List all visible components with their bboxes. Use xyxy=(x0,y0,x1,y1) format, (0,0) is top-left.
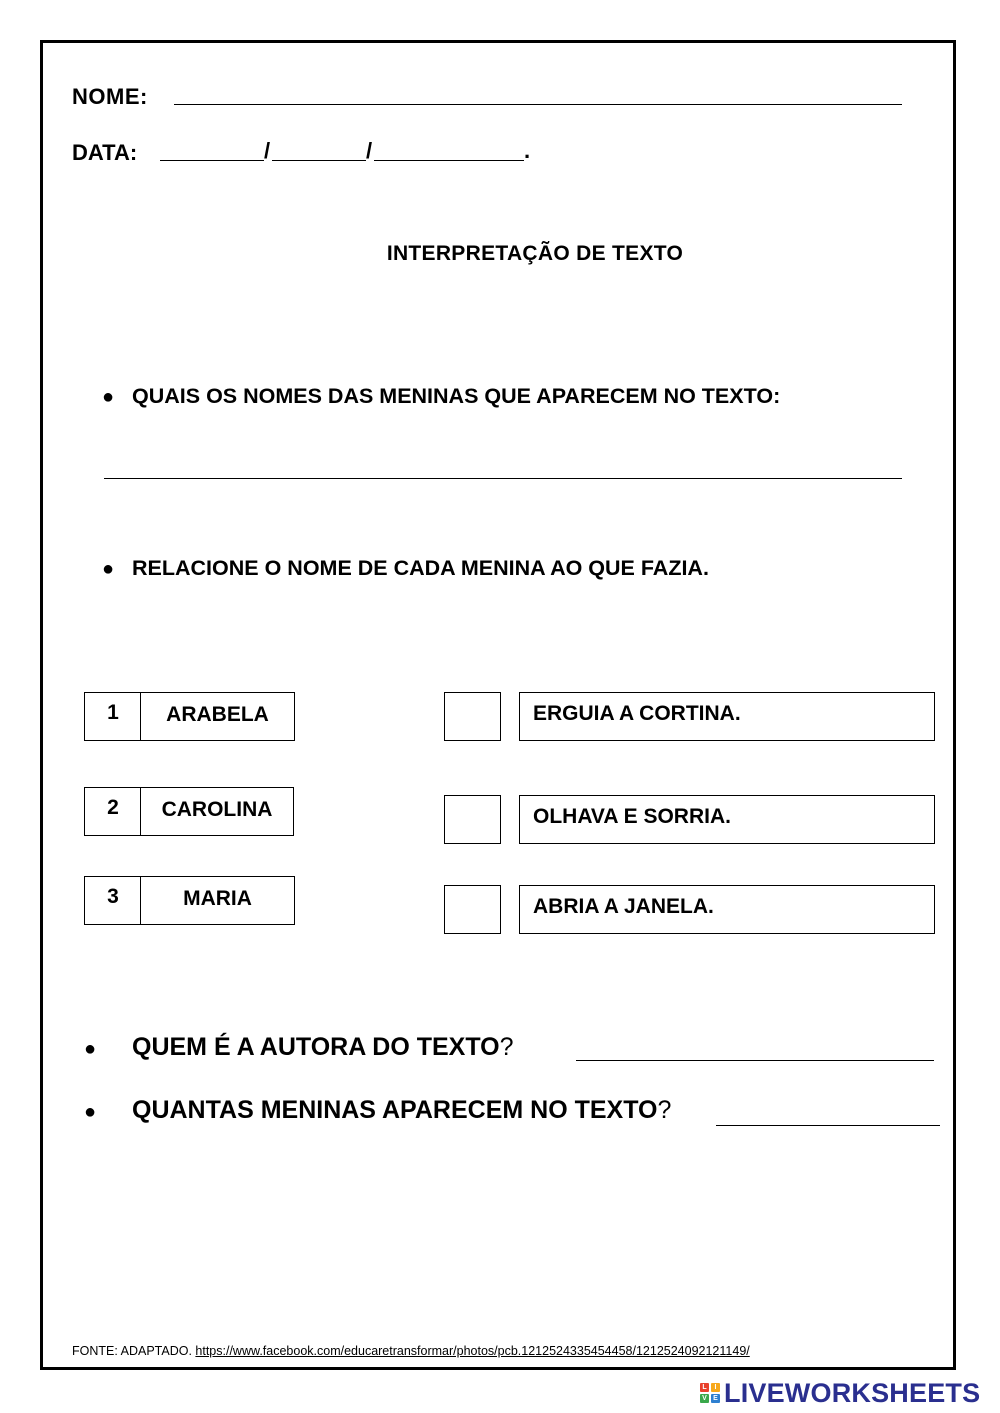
bullet-icon: ● xyxy=(102,558,115,580)
logo-grid-icon: L I V E xyxy=(700,1383,720,1403)
name-box: CAROLINA xyxy=(140,787,294,836)
data-label: DATA: xyxy=(72,140,138,165)
source-link[interactable]: https://www.facebook.com/educaretransformar/photos/pcb.1212524335454458/1212524092121149/ xyxy=(195,1344,750,1358)
date-month-line[interactable] xyxy=(272,160,366,161)
question-2: RELACIONE O NOME DE CADA MENINA AO QUE FAZIA. xyxy=(132,556,709,580)
nome-answer-line[interactable] xyxy=(174,104,902,105)
name-box: ARABELA xyxy=(140,692,295,741)
source-footer xyxy=(72,1344,750,1358)
question-3: QUEM É A AUTORA DO TEXTO xyxy=(132,1033,500,1061)
action-box: OLHAVA E SORRIA. xyxy=(519,795,935,844)
action-box: ERGUIA A CORTINA. xyxy=(519,692,935,741)
name-number-box: 3 xyxy=(84,876,142,925)
name-box: MARIA xyxy=(140,876,295,925)
match-answer-box[interactable] xyxy=(444,692,501,741)
question-4-answer-line[interactable] xyxy=(716,1125,940,1126)
match-answer-box[interactable] xyxy=(444,795,501,844)
bullet-icon: ● xyxy=(102,386,115,408)
brand-name: LIVEWORKSHEETS xyxy=(724,1377,981,1408)
liveworksheets-logo xyxy=(700,1378,980,1408)
name-number-box: 1 xyxy=(84,692,142,741)
action-box: ABRIA A JANELA. xyxy=(519,885,935,934)
date-slash: / xyxy=(366,138,373,163)
bullet-icon: ● xyxy=(84,1038,97,1060)
question-1: QUAIS OS NOMES DAS MENINAS QUE APARECEM NO TEXTO: xyxy=(132,384,781,408)
question-1-answer-line[interactable] xyxy=(104,478,902,479)
source-label: FONTE: ADAPTADO. xyxy=(72,1344,192,1358)
question-4: QUANTAS MENINAS APARECEM NO TEXTO xyxy=(132,1096,658,1124)
question-mark: ? xyxy=(657,1096,672,1124)
bullet-icon: ● xyxy=(84,1101,97,1123)
question-mark: ? xyxy=(499,1033,514,1061)
match-answer-box[interactable] xyxy=(444,885,501,934)
name-number-box: 2 xyxy=(84,787,142,836)
nome-label: NOME: xyxy=(72,84,148,109)
date-day-line[interactable] xyxy=(160,160,264,161)
question-3-answer-line[interactable] xyxy=(576,1060,934,1061)
date-year-line[interactable] xyxy=(374,160,524,161)
date-period: . xyxy=(524,138,531,163)
page-title: INTERPRETAÇÃO DE TEXTO xyxy=(386,242,684,265)
date-slash: / xyxy=(264,138,271,163)
